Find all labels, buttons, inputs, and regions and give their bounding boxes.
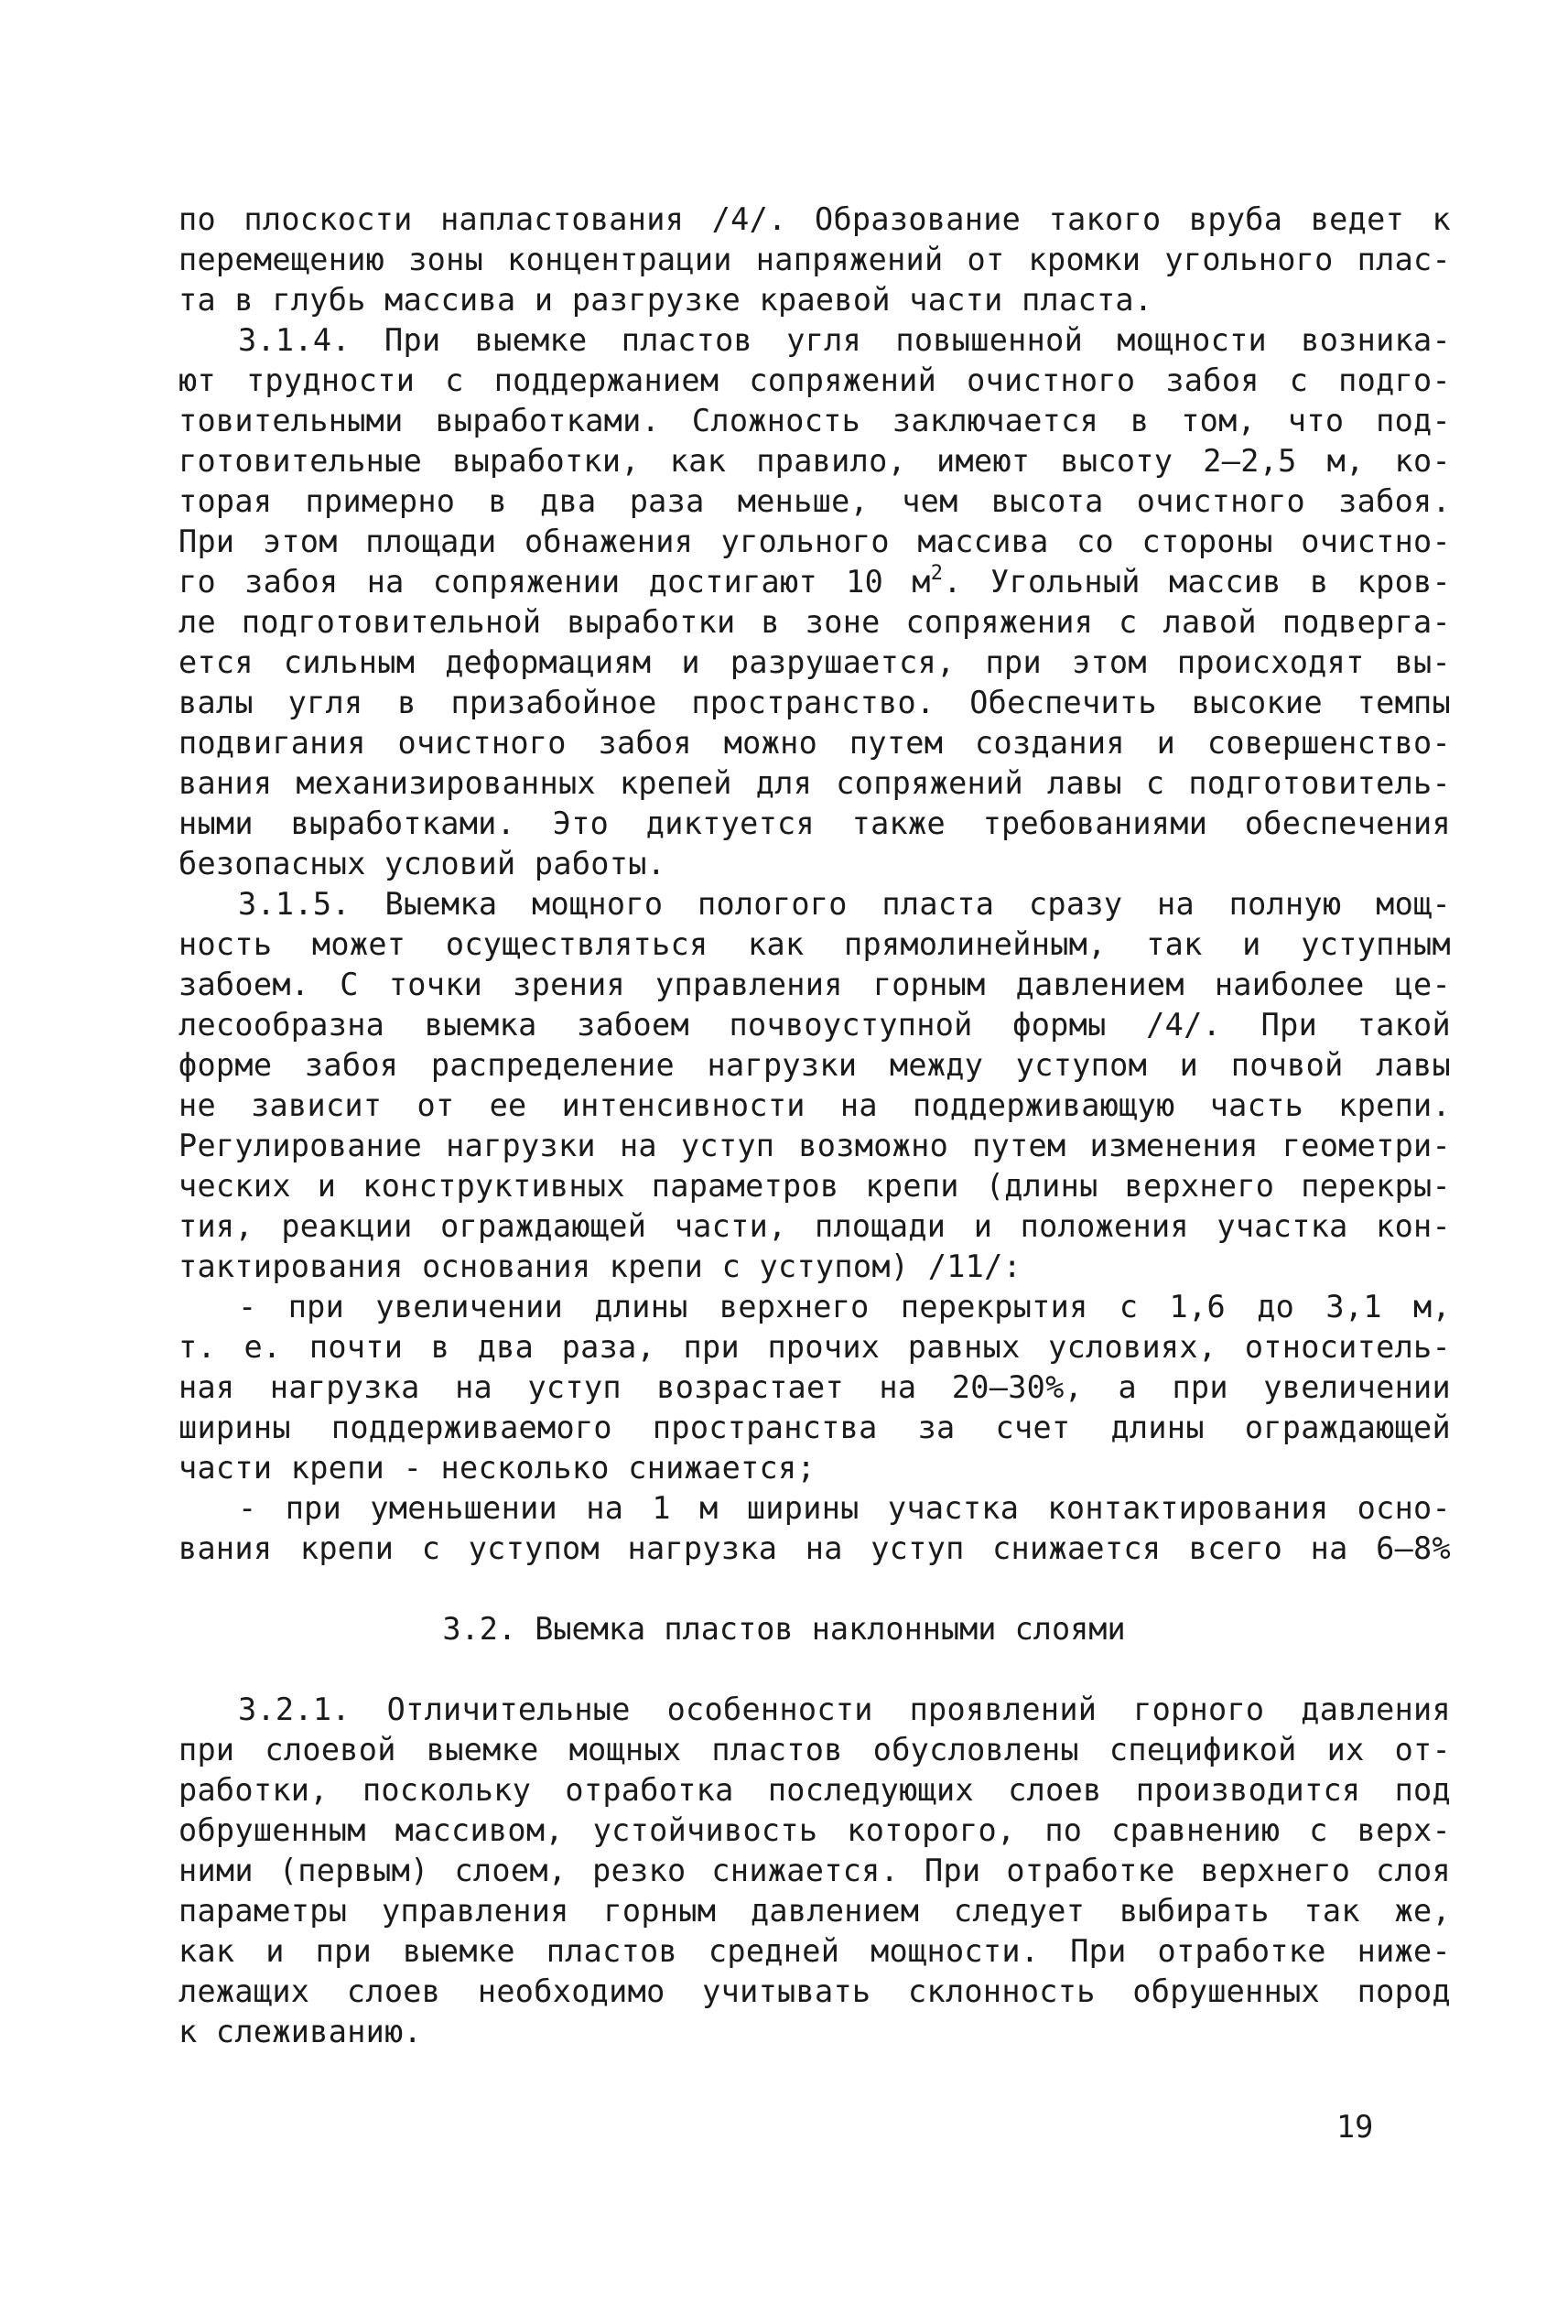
- text-line: тактирования основания крепи с уступом) /11/:: [178, 1248, 1022, 1284]
- text-line: вания крепи с уступом нагрузка на уступ снижается всего на 6–8%: [178, 1530, 1451, 1566]
- text-line: тия, реакции ограждающей части, площади и положения участка кон-: [178, 1208, 1451, 1244]
- text-line: при слоевой выемке мощных пластов обусловлены спецификой их от-: [178, 1732, 1451, 1767]
- text-line: ная нагрузка на уступ возрастает на 20–30%, а при увеличении: [178, 1369, 1451, 1405]
- text-line: ют трудности с поддержанием сопряжений очистного забоя с подго-: [178, 362, 1451, 398]
- text-line: Регулирование нагрузки на уступ возможно путем изменения геометри-: [178, 1128, 1451, 1163]
- text-line: та в глубь массива и разгрузке краевой части пласта.: [178, 282, 1153, 318]
- page-number: 19: [1336, 2109, 1374, 2145]
- text-line: ность может осуществляться как прямолинейным, так и уступным: [178, 926, 1451, 962]
- text-line: перемещению зоны концентрации напряжений от кромки угольного плас-: [178, 242, 1451, 277]
- text-line: параметры управления горным давлением следует выбирать так же,: [178, 1893, 1451, 1929]
- text-line: валы угля в призабойное пространство. Обеспечить высокие темпы: [178, 685, 1451, 720]
- list-item-1: - при увеличении длины верхнего перекрытия с 1,6 до 3,1 м,: [238, 1289, 1451, 1324]
- text-line: форме забоя распределение нагрузки между уступом и почвой лавы: [178, 1047, 1451, 1083]
- text-line: подвигания очистного забоя можно путем создания и совершенство-: [178, 725, 1451, 761]
- text-line: ширины поддерживаемого пространства за счет длины ограждающей: [178, 1410, 1451, 1445]
- paragraph-3-1-5-start: 3.1.5. Выемка мощного пологого пласта сразу на полную мощ-: [238, 886, 1451, 922]
- text-line: как и при выемке пластов средней мощности. При отработке ниже-: [178, 1933, 1451, 1969]
- text-line: т. е. почти в два раза, при прочих равных условиях, относитель-: [178, 1329, 1451, 1365]
- text-line: ется сильным деформациям и разрушается, при этом происходят вы-: [178, 644, 1451, 680]
- text-line: безопасных условий работы.: [178, 846, 666, 881]
- text-line: ле подготовительной выработки в зоне сопряжения с лавой подверга-: [178, 604, 1451, 640]
- text-line: готовительные выработки, как правило, имеют высоту 2–2,5 м, ко-: [178, 443, 1451, 479]
- section-heading: 3.2. Выемка пластов наклонными слоями: [442, 1611, 1126, 1647]
- text-line: При этом площади обнажения угольного массива со стороны очистно-: [178, 524, 1451, 559]
- text-line: по плоскости напластования /4/. Образование такого вруба ведет к: [178, 201, 1451, 237]
- text-line: обрушенным массивом, устойчивость которого, по сравнению с верх-: [178, 1812, 1451, 1848]
- text-line: лесообразна выемка забоем почвоуступной формы /4/. При такой: [178, 1007, 1451, 1043]
- text-line: лежащих слоев необходимо учитывать склонность обрушенных пород: [178, 1973, 1451, 2009]
- text-fragment: . Угольный массив в кров-: [943, 564, 1452, 600]
- paragraph-3-2-1-start: 3.2.1. Отличительные особенности проявлений горного давления: [238, 1692, 1451, 1727]
- text-line: части крепи - несколько снижается;: [178, 1450, 816, 1486]
- text-line: забоем. С точки зрения управления горным давлением наиболее це-: [178, 967, 1451, 1002]
- text-line: товительными выработками. Сложность заключается в том, что под-: [178, 403, 1451, 438]
- text-line: ческих и конструктивных параметров крепи (длины верхнего перекры-: [178, 1168, 1451, 1204]
- text-line: вания механизированных крепей для сопряжений лавы с подготовитель-: [178, 765, 1451, 801]
- paragraph-3-1-4-start: 3.1.4. При выемке пластов угля повышенной мощности возника-: [238, 322, 1451, 358]
- text-line: к слеживанию.: [178, 2014, 423, 2049]
- text-line: торая примерно в два раза меньше, чем высота очистного забоя.: [178, 483, 1451, 519]
- superscript: 2: [930, 562, 944, 585]
- text-line: ними (первым) слоем, резко снижается. При отработке верхнего слоя: [178, 1853, 1451, 1888]
- text-line: ными выработками. Это диктуется также требованиями обеспечения: [178, 805, 1451, 841]
- text-line: работки, поскольку отработка последующих слоев производится под: [178, 1772, 1451, 1808]
- text-line-with-superscript: [178, 562, 1451, 602]
- text-line: не зависит от ее интенсивности на поддерживающую часть крепи.: [178, 1087, 1451, 1123]
- text-fragment: го забоя на сопряжении достигают 10 м: [178, 564, 931, 600]
- list-item-2: - при уменьшении на 1 м ширины участка контактирования осно-: [238, 1490, 1451, 1526]
